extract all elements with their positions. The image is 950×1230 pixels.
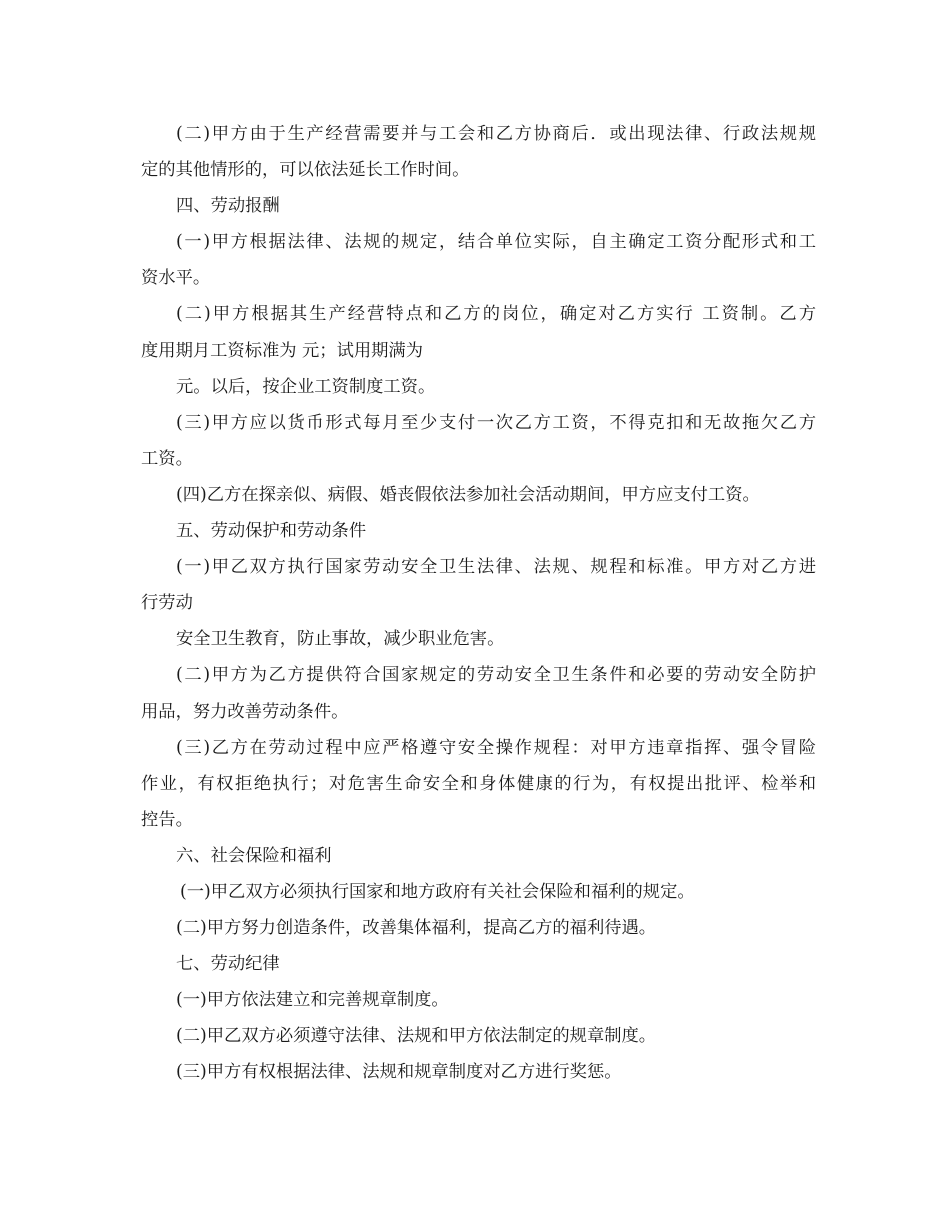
clause-line: (三)甲方有权根据法律、法规和规章制度对乙方进行奖惩。 (176, 1062, 622, 1083)
clause-line: 定的其他情形的，可以依法延长工作时间。 (141, 160, 470, 181)
clause-line: 控告。 (141, 809, 193, 830)
clause-line: (三)乙方在劳动过程中应严格遵守安全操作规程：对甲方违章指挥、强令冒险 (176, 737, 816, 758)
clause-line: (二)甲方为乙方提供符合国家规定的劳动安全卫生条件和必要的劳动安全防护 (176, 665, 816, 686)
section-heading: 七、劳动纪律 (176, 954, 280, 975)
clause-line: (一)甲乙双方必须执行国家和地方政府有关社会保险和福利的规定。 (180, 881, 695, 902)
clause-line: (一)甲方根据法律、法规的规定，结合单位实际，自主确定工资分配形式和工 (176, 232, 816, 253)
clause-line: (二)甲方由于生产经营需要并与工会和乙方协商后．或出现法律、行政法规规 (176, 124, 816, 144)
section-heading: 四、劳动报酬 (176, 196, 280, 217)
clause-line: (四)乙方在探亲似、病假、婚丧假依法参加社会活动期间，甲方应支付工资。 (176, 484, 760, 505)
clause-line: 安全卫生教育，防止事故，减少职业危害。 (176, 629, 505, 650)
clause-line: (二)甲方根据其生产经营特点和乙方的岗位，确定对乙方实行 工资制。乙方 (176, 304, 816, 325)
clause-line: 度用期月工资标准为 元；试用期满为 (141, 340, 423, 361)
clause-line: (二)甲乙双方必须遵守法律、法规和甲方依法制定的规章制度。 (176, 1026, 657, 1047)
clause-line: 资水平。 (141, 268, 211, 289)
section-heading: 五、劳动保护和劳动条件 (176, 521, 367, 542)
clause-line: (一)甲乙双方执行国家劳动安全卫生法律、法规、规程和标准。甲方对乙方进 (176, 557, 816, 578)
clause-line: (三)甲方应以货币形式每月至少支付一次乙方工资，不得克扣和无故拖欠乙方 (176, 412, 816, 433)
clause-line: (一)甲方依法建立和完善规章制度。 (176, 990, 449, 1011)
clause-line: 元。以后，按企业工资制度工资。 (176, 376, 436, 397)
clause-line: 用品，努力改善劳动条件。 (141, 701, 349, 722)
clause-line: 工资。 (141, 448, 193, 469)
clause-line: 作业，有权拒绝执行；对危害生命安全和身体健康的行为，有权提出批评、检举和 (141, 773, 816, 794)
clause-line: (二)甲方努力创造条件，改善集体福利，提高乙方的福利待遇。 (176, 918, 657, 939)
clause-line: 行劳动 (141, 593, 193, 614)
document-body (141, 116, 816, 1091)
section-heading: 六、社会保险和福利 (176, 845, 332, 866)
